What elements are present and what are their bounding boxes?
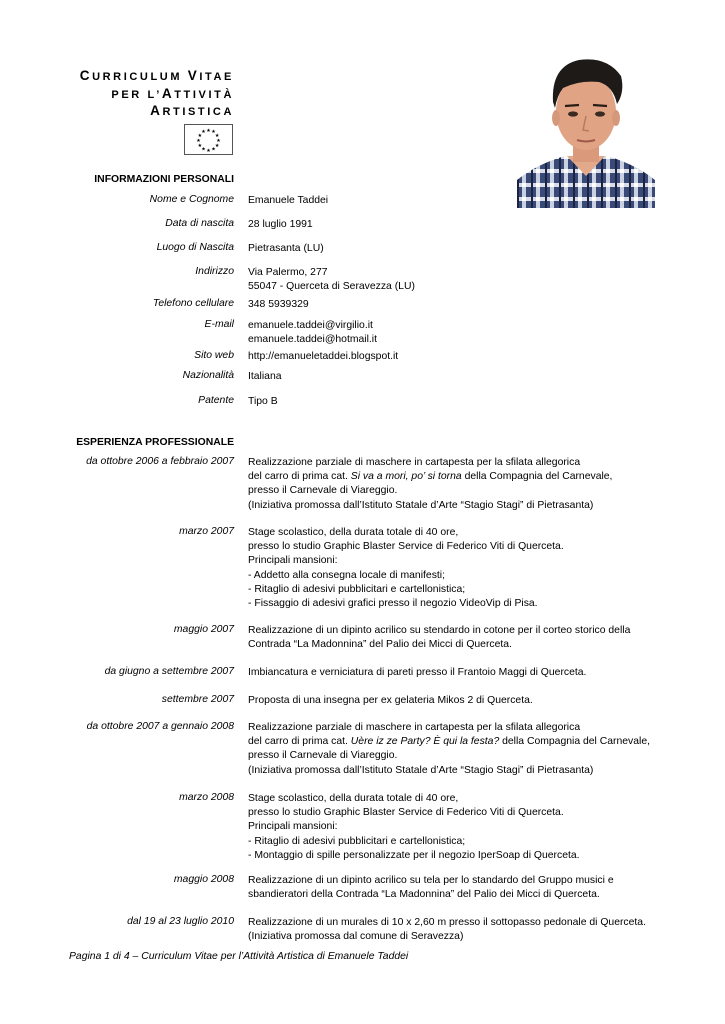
personal-row-3-line: 55047 - Querceta di Seravezza (LU) (248, 281, 415, 293)
experience-entry-4-label: settembre 2007 (161, 694, 234, 705)
personal-row-1-line: 28 luglio 1991 (248, 219, 313, 230)
experience-entry-0-line: del carro di prima cat. Si va a mori, po’ si torna della Compagnia del Carnevale, (248, 471, 613, 483)
experience-entry-1-label: marzo 2007 (179, 526, 234, 537)
experience-entry-6-line: - Ritaglio di adesivi pubblicitari e cartellonistica; (248, 835, 466, 847)
experience-entry-8-line: (Iniziativa promossa dal comune di Seravezza) (248, 931, 464, 943)
experience-entry-1-value (248, 526, 708, 611)
experience-entry-2-value (248, 624, 708, 652)
personal-row-4-line: 348 5939329 (248, 299, 309, 310)
flag-star-icon: ★ (201, 146, 206, 153)
personal-row-1-label: Data di nascita (165, 218, 234, 229)
experience-entry-7-line: sbandieratori della Contrada “La Madonnina” del Palio dei Micci di Querceta. (248, 889, 600, 901)
flag-star-icon: ★ (197, 132, 203, 139)
personal-row-4-label: Telefono cellulare (152, 298, 234, 309)
experience-entry-6-line: presso lo studio Graphic Blaster Service di Federico Viti di Querceta. (248, 807, 564, 819)
experience-entry-5-line: del carro di prima cat. Uère iz ze Party? È qui la festa? della Compagnia del Carnevale, (248, 736, 650, 748)
experience-entry-3-value (248, 666, 708, 680)
personal-row-1-value (248, 218, 708, 232)
personal-row-6-line: http://emanueletaddei.blogspot.it (248, 351, 399, 362)
personal-row-2-value (248, 242, 708, 256)
personal-row-7-label: Nazionalità (182, 370, 234, 381)
document-title (34, 68, 234, 121)
flag-star-icon: ★ (201, 129, 206, 136)
personal-row-5-line: emanuele.taddei@virgilio.it (248, 320, 373, 331)
personal-row-2-line: Pietrasanta (LU) (248, 243, 324, 254)
flag-star-icon: ★ (197, 142, 203, 149)
personal-row-0-value (248, 194, 708, 208)
title-line-1: CURRICULUM VITAE (79, 68, 234, 83)
experience-entry-5-line: Realizzazione parziale di maschere in cartapesta per la sfilata allegorica (248, 722, 581, 733)
title-line-2: PER L’ATTIVITÀ (111, 85, 234, 101)
personal-info-heading: INFORMAZIONI PERSONALI (94, 174, 234, 185)
flag-star-icon: ★ (216, 137, 221, 144)
experience-entry-5-line: (Iniziativa promossa dall’Istituto Statale d’Arte “Stagio Stagi” di Pietrasanta) (248, 764, 594, 776)
flag-star-icon: ★ (214, 142, 220, 149)
personal-row-3-line: Via Palermo, 277 (248, 267, 328, 278)
personal-row-2-label: Luogo di Nascita (156, 242, 234, 253)
experience-entry-5-value (248, 721, 708, 778)
experience-entry-6-line: - Montaggio di spille personalizzate per il negozio IperSoap di Querceta. (248, 849, 580, 861)
personal-row-6-label: Sito web (194, 350, 234, 361)
experience-entry-1-line: presso lo studio Graphic Blaster Service di Federico Viti di Querceta. (248, 541, 564, 553)
experience-entry-0-line: presso il Carnevale di Viareggio. (248, 485, 398, 497)
personal-row-6-value (248, 350, 708, 364)
experience-entry-5-label: da ottobre 2007 a gennaio 2008 (86, 721, 234, 732)
flag-star-icon: ★ (206, 127, 211, 134)
personal-row-5-label: E-mail (204, 319, 234, 330)
experience-heading: ESPERIENZA PROFESSIONALE (76, 437, 234, 448)
title-line-3: ARTISTICA (150, 103, 234, 118)
flag-star-icon: ★ (196, 137, 201, 144)
page-footer: Pagina 1 di 4 – Curriculum Vitae per l’Attività Artistica di Emanuele Taddei (69, 951, 409, 962)
personal-row-4-value (248, 298, 708, 312)
experience-entry-8-label: dal 19 al 23 luglio 2010 (127, 916, 234, 927)
personal-row-5-line: emanuele.taddei@hotmail.it (248, 334, 377, 346)
personal-row-8-line: Tipo B (248, 396, 278, 407)
personal-row-3-label: Indirizzo (195, 266, 234, 277)
experience-entry-6-label: marzo 2008 (179, 792, 234, 803)
experience-entry-0-line: Realizzazione parziale di maschere in cartapesta per la sfilata allegorica (248, 457, 581, 468)
experience-entry-0-line: (Iniziativa promossa dall’Istituto Statale d’Arte “Stagio Stagi” di Pietrasanta) (248, 499, 594, 511)
flag-star-icon: ★ (211, 129, 216, 136)
experience-entry-7-label: maggio 2008 (173, 874, 234, 885)
experience-entry-2-line: Contrada “La Madonnina” del Palio dei Micci di Querceta. (248, 639, 512, 651)
flag-star-icon: ★ (214, 132, 220, 139)
experience-entry-1-line: Stage scolastico, della durata totale di 40 ore, (248, 527, 459, 538)
experience-entry-4-value (248, 694, 708, 708)
experience-entry-1-line: - Ritaglio di adesivi pubblicitari e cartellonistica; (248, 583, 466, 595)
flag-star-icon: ★ (211, 146, 216, 153)
personal-row-0-line: Emanuele Taddei (248, 195, 329, 206)
experience-entry-3-label: da giugno a settembre 2007 (104, 666, 234, 677)
experience-entry-6-value (248, 792, 708, 863)
experience-entry-5-line: presso il Carnevale di Viareggio. (248, 750, 398, 762)
experience-entry-8-line: Realizzazione di un murales di 10 x 2,60 m presso il sottopasso pedonale di Querceta. (248, 917, 646, 928)
experience-entry-1-line: - Fissaggio di adesivi grafici presso il negozio VideoVip di Pisa. (248, 598, 538, 610)
experience-entry-8-value (248, 916, 708, 944)
experience-entry-0-value (248, 456, 708, 513)
experience-entry-3-line: Imbiancatura e verniciatura di pareti presso il Frantoio Maggi di Querceta. (248, 667, 587, 678)
experience-entry-6-line: Stage scolastico, della durata totale di 40 ore, (248, 793, 459, 804)
portrait-photo (517, 52, 655, 208)
personal-row-7-line: Italiana (248, 371, 282, 382)
eu-flag-icon (184, 124, 233, 155)
experience-entry-7-line: Realizzazione di un dipinto acrilico su tela per lo standardo del Gruppo musici e (248, 875, 614, 886)
experience-entry-4-line: Proposta di una insegna per ex gelateria Mikos 2 di Querceta. (248, 695, 533, 706)
flag-star-icon: ★ (206, 147, 211, 154)
experience-entry-6-line: Principali mansioni: (248, 821, 338, 833)
personal-row-8-label: Patente (198, 395, 234, 406)
personal-row-8-value (248, 395, 708, 409)
personal-row-3-value (248, 266, 708, 294)
experience-entry-0-label: da ottobre 2006 a febbraio 2007 (86, 456, 234, 467)
experience-entry-1-line: Principali mansioni: (248, 555, 338, 567)
experience-entry-2-line: Realizzazione di un dipinto acrilico su stendardo in cotone per il corteo storico della (248, 625, 631, 636)
experience-entry-7-value (248, 874, 708, 902)
personal-row-5-value (248, 319, 708, 347)
personal-row-7-value (248, 370, 708, 384)
experience-entry-1-line: - Addetto alla consegna locale di manifesti; (248, 569, 445, 581)
personal-row-0-label: Nome e Cognome (149, 194, 234, 205)
experience-entry-2-label: maggio 2007 (173, 624, 234, 635)
